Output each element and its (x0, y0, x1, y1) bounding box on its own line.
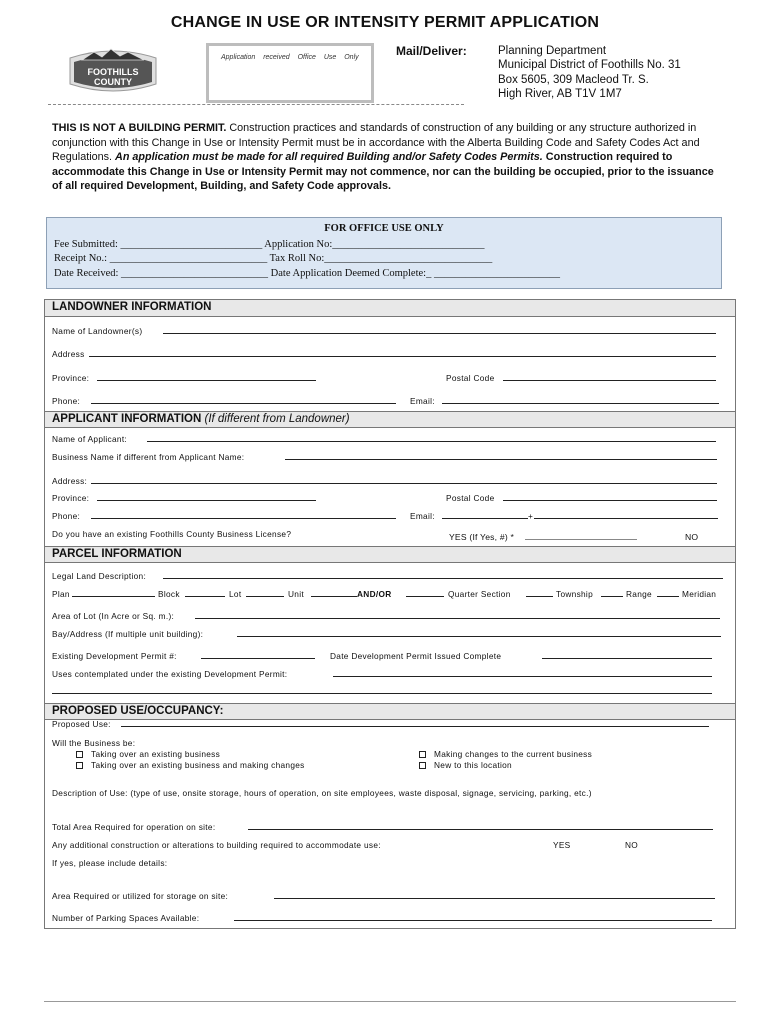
will-business-label: Will the Business be: (52, 738, 136, 748)
notice-lead: THIS IS NOT A BUILDING PERMIT. (52, 122, 227, 134)
andor-label: AND/OR (357, 589, 392, 599)
applicant-postal-label: Postal Code (446, 493, 495, 503)
description-of-use-label: Description of Use: (type of use, onsite storage, hours of operation, on site employees, waste disposal, signage, servicing, parking, etc.) (52, 788, 592, 798)
parking-spaces-field[interactable] (234, 920, 712, 921)
logo-text-1: FOOTHILLS (87, 67, 139, 77)
applicant-email-field-2[interactable] (534, 518, 718, 519)
storage-area-label: Area Required or utilized for storage on site: (52, 891, 229, 901)
notice-emphasis: An application must be made for all required Building and/or Safety Codes Permits. (115, 151, 543, 164)
applicant-phone-label: Phone: (52, 511, 81, 521)
proposed-heading: PROPOSED USE/OCCUPANCY: (45, 703, 735, 720)
office-stamp-box (206, 43, 374, 103)
permit-date-label: Date Development Permit Issued Complete (330, 651, 502, 661)
business-name-field[interactable] (285, 459, 717, 460)
unit-field[interactable] (311, 596, 357, 597)
email-plus-sign: + (528, 511, 534, 521)
logo-text-2: COUNTY (94, 77, 132, 87)
proposed-use-field[interactable] (121, 726, 709, 727)
plan-field[interactable] (72, 596, 155, 597)
bay-address-field[interactable] (237, 636, 721, 637)
plan-label: Plan (52, 589, 70, 599)
office-row-fee: Fee Submitted: ___________________________ Application No:_____________________________ (54, 239, 485, 250)
address-line: Box 5605, 309 Macleod Tr. S. (498, 73, 649, 86)
quarter-label: Quarter Section (448, 589, 511, 599)
lot-field[interactable] (246, 596, 284, 597)
landowner-name-label: Name of Landowner(s) (52, 326, 143, 336)
license-yes-label: YES (If Yes, #) * (449, 532, 515, 542)
uses-contemplated-field[interactable] (333, 676, 712, 677)
landowner-email-label: Email: (410, 396, 435, 406)
office-row-receipt: Receipt No.: ______________________________ Tax Roll No:________________________________ (54, 253, 493, 264)
meridian-field-pre[interactable] (657, 596, 679, 597)
notice-tail: Construction required to accommodate this Change in Use or Intensity Permit may not commence, nor can the building be occupied, prior to the issuance of all required Development, Building, and Safety Code approvals. (52, 151, 714, 193)
landowner-province-label: Province: (52, 373, 90, 383)
office-row-date: Date Received: ____________________________ Date Application Deemed Complete:_ ________________________ (54, 268, 560, 279)
office-use-box (46, 217, 722, 289)
office-use-title: FOR OFFICE USE ONLY (324, 223, 444, 234)
landowner-postal-label: Postal Code (446, 373, 495, 383)
option-takeover-changes-label: Taking over an existing business and making changes (91, 760, 305, 770)
area-of-lot-label: Area of Lot (In Acre or Sq. m.): (52, 611, 175, 621)
landowner-address-field[interactable] (89, 356, 716, 357)
block-field[interactable] (185, 596, 225, 597)
total-area-field[interactable] (248, 829, 713, 830)
footer-divider (44, 1001, 736, 1002)
range-label: Range (626, 589, 652, 599)
applicant-province-field[interactable] (97, 500, 316, 501)
applicant-address-field[interactable] (91, 483, 717, 484)
applicant-name-field[interactable] (147, 441, 716, 442)
legal-land-field[interactable] (163, 578, 723, 579)
existing-permit-label: Existing Development Permit #: (52, 651, 177, 661)
address-line: High River, AB T1V 1M7 (498, 87, 622, 100)
landowner-phone-field[interactable] (91, 403, 396, 404)
township-label: Township (556, 589, 593, 599)
mailing-address (498, 44, 681, 101)
checkbox-takeover[interactable] (76, 751, 83, 758)
storage-area-field[interactable] (274, 898, 715, 899)
uses-contemplated-field-2[interactable] (52, 693, 712, 694)
mail-deliver-label: Mail/Deliver: (396, 44, 467, 58)
uses-contemplated-label: Uses contemplated under the existing Development Permit: (52, 669, 288, 679)
notice-body: Construction practices and standards of construction of any building or any structure authorized in conjunction with this Change in Use or Intensity Permit must be in accordance with the Alberta Building Code and Safety Codes Act and Regulations. (52, 122, 700, 164)
permit-date-field[interactable] (542, 658, 712, 659)
quarter-field[interactable] (406, 596, 444, 597)
range-field-pre[interactable] (601, 596, 623, 597)
option-new-location-label: New to this location (434, 760, 512, 770)
if-yes-details-label: If yes, please include details: (52, 858, 168, 868)
option-takeover-label: Taking over an existing business (91, 749, 221, 759)
option-new-location[interactable] (419, 760, 512, 770)
foothills-county-logo (64, 46, 162, 96)
total-area-label: Total Area Required for operation on site: (52, 822, 216, 832)
permit-notice (52, 121, 714, 194)
applicant-address-label: Address: (52, 476, 88, 486)
landowner-name-field[interactable] (163, 333, 716, 334)
option-takeover[interactable] (76, 749, 220, 759)
applicant-email-field[interactable] (442, 518, 528, 519)
bay-address-label: Bay/Address (If multiple unit building): (52, 629, 204, 639)
area-of-lot-field[interactable] (195, 618, 720, 619)
landowner-province-field[interactable] (97, 380, 316, 381)
business-name-label: Business Name if different from Applicant Name: (52, 452, 245, 462)
application-form (44, 299, 736, 929)
applicant-postal-field[interactable] (503, 500, 717, 501)
landowner-heading: LANDOWNER INFORMATION (45, 300, 735, 317)
block-label: Block (158, 589, 180, 599)
checkbox-takeover-changes[interactable] (76, 762, 83, 769)
applicant-heading (45, 411, 735, 428)
applicant-phone-field[interactable] (91, 518, 396, 519)
header-divider (48, 104, 464, 105)
page-title: CHANGE IN USE OR INTENSITY PERMIT APPLICATION (170, 14, 600, 31)
parcel-heading: PARCEL INFORMATION (45, 546, 735, 563)
option-takeover-changes[interactable] (76, 760, 305, 770)
option-making-changes-label: Making changes to the current business (434, 749, 593, 759)
license-question: Do you have an existing Foothills County Business License? (52, 529, 292, 539)
landowner-phone-label: Phone: (52, 396, 81, 406)
meridian-label: Meridian (682, 589, 717, 599)
parking-spaces-label: Number of Parking Spaces Available: (52, 913, 200, 923)
license-no-label: NO (685, 532, 699, 542)
option-making-changes[interactable] (419, 749, 592, 759)
applicant-email-label: Email: (410, 511, 435, 521)
alterations-no[interactable]: NO (625, 840, 639, 850)
applicant-province-label: Province: (52, 493, 90, 503)
existing-permit-field[interactable] (201, 658, 315, 659)
legal-land-label: Legal Land Description: (52, 571, 147, 581)
landowner-email-field[interactable] (442, 403, 719, 404)
alterations-yes[interactable]: YES (553, 840, 571, 850)
landowner-postal-field[interactable] (503, 380, 716, 381)
address-line: Municipal District of Foothills No. 31 (498, 59, 681, 72)
township-field[interactable] (526, 596, 553, 597)
proposed-use-label: Proposed Use: (52, 719, 111, 729)
license-number-field[interactable] (525, 539, 637, 540)
checkbox-new-location[interactable] (419, 762, 426, 769)
address-line: Planning Department (498, 45, 607, 57)
applicant-heading-note: (If different from Landowner) (204, 413, 350, 425)
alterations-label: Any additional construction or alterations to building required to accommodate use: (52, 840, 381, 850)
applicant-heading-text: APPLICANT INFORMATION (52, 413, 202, 425)
applicant-name-label: Name of Applicant: (52, 434, 128, 444)
unit-label: Unit (288, 589, 304, 599)
stamp-label-received: Application received (221, 54, 290, 61)
checkbox-making-changes[interactable] (419, 751, 426, 758)
lot-label: Lot (229, 589, 242, 599)
stamp-label-office: Office Use Only (297, 54, 359, 61)
landowner-address-label: Address (52, 349, 85, 359)
